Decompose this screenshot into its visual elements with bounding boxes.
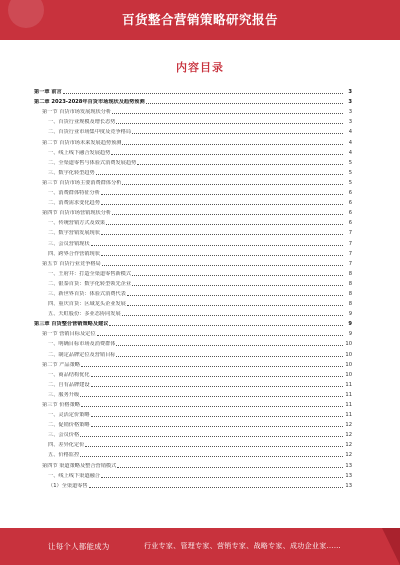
toc-entry[interactable]	[34, 469, 352, 479]
toc-entry-title: 二、消费需求变化趋势	[48, 200, 100, 207]
toc-entry-page: 11	[345, 381, 352, 388]
footer-corner-decoration	[382, 528, 400, 565]
toc-entry[interactable]	[34, 479, 352, 489]
toc-entry[interactable]	[34, 408, 352, 418]
toc-entry-page: 6	[348, 200, 352, 207]
toc-entry[interactable]	[34, 327, 352, 337]
toc-entry[interactable]	[34, 156, 352, 166]
toc-entry-title: 三、会员营销现状	[48, 240, 90, 247]
toc-leader-dots	[116, 345, 343, 346]
toc-entry-page: 6	[348, 220, 352, 227]
toc-entry-title: 第一节 营销目标及定位	[42, 331, 96, 338]
toc-entry-page: 8	[348, 290, 352, 297]
toc-entry-title: 二、百货行业市场集中度及竞争格局	[48, 129, 132, 136]
toc-leader-dots	[132, 275, 343, 276]
toc-entry-title: 一、王府井：打造全渠道零售新模式	[48, 270, 132, 277]
toc-entry[interactable]	[34, 85, 352, 95]
toc-entry-page: 12	[345, 442, 352, 449]
toc-entry-title: 四、重庆百货：区域龙头企业发展	[48, 301, 126, 308]
toc-entry-title: 第二章 2023-2028年百货市场现状及趋势预测	[34, 99, 145, 106]
toc-entry-page: 9	[348, 331, 352, 338]
toc-entry-page: 3	[348, 119, 352, 126]
toc-entry-page: 8	[348, 280, 352, 287]
toc-entry-page: 3	[348, 109, 352, 116]
toc-leader-dots	[91, 416, 343, 417]
toc-entry-title: 第四节 渠道策略及整合营销模式	[42, 462, 117, 469]
toc-entry-page: 6	[348, 210, 352, 217]
toc-leader-dots	[85, 446, 343, 447]
toc-leader-dots	[101, 204, 343, 205]
toc-leader-dots	[91, 386, 343, 387]
toc-entry[interactable]	[34, 166, 352, 176]
toc-leader-dots	[91, 376, 343, 377]
toc-entry[interactable]	[34, 257, 352, 267]
table-of-contents	[34, 85, 352, 489]
toc-entry-page: 13	[345, 482, 352, 489]
toc-entry-page: 7	[348, 240, 352, 247]
toc-entry-title: 第二节 百货市场未来发展趋势预测	[42, 139, 122, 146]
toc-entry[interactable]	[34, 226, 352, 236]
toc-entry-title: 四、差异化定价	[48, 442, 85, 449]
toc-entry-page: 3	[348, 89, 352, 96]
toc-leader-dots	[116, 356, 343, 357]
toc-entry-title: 三、服务升级	[48, 391, 80, 398]
toc-entry-page: 11	[345, 402, 352, 408]
toc-entry-title: 二、制定品牌定位及营销目标	[48, 351, 116, 358]
toc-leader-dots	[80, 456, 343, 457]
toc-entry-page: 13	[345, 472, 352, 479]
toc-leader-dots	[101, 255, 343, 256]
footer-slogan-right: 行业专家、管理专家、营销专家、战略专家、成功企业家……	[144, 542, 342, 550]
toc-entry-page: 4	[348, 149, 352, 156]
toc-entry-page: 5	[348, 159, 352, 166]
toc-entry-title: 一、线上线下渠道融合	[48, 472, 100, 479]
toc-entry[interactable]	[34, 418, 352, 428]
toc-leader-dots	[101, 477, 343, 478]
toc-leader-dots	[111, 154, 343, 155]
toc-entry-page: 12	[345, 432, 352, 439]
toc-entry-title: 一、线上线下融合发展趋势	[48, 149, 111, 156]
toc-leader-dots	[89, 487, 343, 488]
toc-entry-page: 10	[345, 361, 352, 368]
toc-entry-title: 一、商品结构优化	[48, 371, 90, 378]
toc-entry-title: 二、数字营销发展现状	[48, 230, 100, 237]
toc-entry[interactable]	[34, 176, 352, 186]
toc-entry-title: 一、传统营销方式及效果	[48, 220, 106, 227]
toc-entry-title: 二、银泰百货：数字化转型领先企业	[48, 280, 132, 287]
toc-entry[interactable]	[34, 277, 352, 287]
toc-entry-title: 三、新世界百货：体验式消费代表	[48, 290, 126, 297]
toc-leader-dots	[81, 366, 343, 367]
toc-entry-title: 一、百货行业规模及增长态势	[48, 119, 116, 126]
toc-entry-title: 第一节 百货市场发展现状分析	[42, 109, 112, 116]
toc-entry[interactable]	[34, 458, 352, 468]
toc-entry[interactable]	[34, 105, 352, 115]
toc-entry-title: 第三节 百货市场主要消费群体分析	[42, 179, 122, 186]
toc-entry[interactable]	[34, 115, 352, 125]
toc-entry-page: 10	[345, 371, 352, 378]
toc-entry-page: 7	[348, 260, 352, 267]
toc-entry-title: 四、跨界合作营销现状	[48, 250, 100, 257]
toc-leader-dots	[109, 325, 343, 326]
toc-entry[interactable]	[34, 398, 352, 408]
toc-entry-title: 二、自有品牌建设	[48, 381, 90, 388]
toc-entry-page: 6	[348, 190, 352, 197]
toc-entry-title: 一、灵活定价策略	[48, 412, 90, 419]
toc-entry-page: 5	[348, 169, 352, 176]
toc-entry[interactable]	[34, 135, 352, 145]
toc-entry-title: 第四节 百货市场营销现状分析	[42, 210, 112, 217]
toc-entry-title: 第一章 前言	[34, 89, 62, 96]
toc-leader-dots	[127, 295, 343, 296]
toc-entry-page: 4	[348, 139, 352, 146]
toc-leader-dots	[112, 214, 343, 215]
toc-leader-dots	[122, 184, 343, 185]
toc-leader-dots	[122, 144, 343, 145]
toc-title: 内容目录	[176, 61, 224, 74]
toc-leader-dots	[80, 436, 343, 437]
toc-entry-page: 7	[348, 230, 352, 237]
toc-leader-dots	[106, 224, 343, 225]
toc-entry[interactable]	[34, 146, 352, 156]
toc-leader-dots	[146, 103, 343, 104]
toc-leader-dots	[122, 315, 343, 316]
toc-leader-dots	[116, 123, 343, 124]
toc-leader-dots	[96, 174, 343, 175]
toc-entry-title: 一、消费群体特征分析	[48, 190, 100, 197]
toc-leader-dots	[97, 335, 343, 336]
toc-leader-dots	[80, 396, 343, 397]
toc-entry-page: 7	[348, 250, 352, 257]
toc-entry[interactable]	[34, 247, 352, 257]
toc-leader-dots	[127, 305, 343, 306]
toc-entry-title: 三、数字化转型趋势	[48, 169, 95, 176]
toc-entry-title: 二、促销价格策略	[48, 422, 90, 429]
toc-entry-page: 10	[345, 351, 352, 358]
toc-entry-page: 3	[348, 99, 352, 106]
toc-entry[interactable]	[34, 206, 352, 216]
toc-entry-page: 13	[345, 462, 352, 469]
toc-entry[interactable]	[34, 267, 352, 277]
toc-leader-dots	[102, 265, 343, 266]
toc-leader-dots	[91, 245, 343, 246]
toc-entry-title: 五、价格监控	[48, 452, 80, 459]
toc-entry[interactable]	[34, 95, 352, 105]
toc-entry-page: 9	[348, 321, 352, 328]
toc-entry[interactable]	[34, 196, 352, 206]
toc-entry-title: 第三章 百货整合营销策略及建议	[34, 321, 109, 328]
toc-entry-page: 4	[348, 129, 352, 136]
toc-entry-page: 11	[345, 412, 352, 419]
toc-entry[interactable]	[34, 186, 352, 196]
toc-entry-title: 第三节 价格策略	[42, 402, 80, 408]
toc-entry-title: 五、天虹股份：多业态协同发展	[48, 311, 121, 318]
toc-entry[interactable]	[34, 297, 352, 307]
toc-entry[interactable]	[34, 448, 352, 458]
toc-entry[interactable]	[34, 216, 352, 226]
toc-entry[interactable]	[34, 287, 352, 297]
toc-entry[interactable]	[34, 337, 352, 347]
toc-entry[interactable]	[34, 347, 352, 357]
toc-entry-title: 二、全渠道零售与体验式消费发展趋势	[48, 159, 137, 166]
toc-entry-page: 10	[345, 341, 352, 348]
toc-leader-dots	[91, 426, 343, 427]
toc-entry-title: 第五节 百货行业竞争格局	[42, 260, 101, 267]
toc-entry-title: 第二节 产品策略	[42, 361, 80, 368]
toc-entry[interactable]	[34, 378, 352, 388]
toc-leader-dots	[132, 133, 343, 134]
toc-leader-dots	[63, 93, 343, 94]
toc-entry[interactable]	[34, 358, 352, 368]
page-header	[0, 0, 400, 40]
toc-entry-page: 8	[348, 301, 352, 308]
document-title: 百货整合营销策略研究报告	[121, 12, 278, 27]
toc-entry-title: 一、明确目标市场及消费群体	[48, 341, 116, 348]
toc-entry-title: （1）全渠道零售	[48, 482, 88, 489]
toc-entry[interactable]	[34, 236, 352, 246]
toc-entry-page: 9	[348, 311, 352, 318]
toc-entry-page: 8	[348, 270, 352, 277]
toc-entry[interactable]	[34, 388, 352, 398]
toc-entry-page: 5	[348, 179, 352, 186]
toc-entry-title: 三、会员价格	[48, 432, 80, 439]
toc-entry-page: 12	[345, 422, 352, 429]
toc-entry[interactable]	[34, 368, 352, 378]
toc-leader-dots	[81, 406, 343, 407]
toc-entry[interactable]	[34, 438, 352, 448]
toc-entry-page: 12	[345, 452, 352, 459]
toc-entry[interactable]	[34, 125, 352, 135]
page-footer	[0, 528, 400, 565]
footer-slogan-left: 让每个人都能成为	[48, 542, 110, 551]
toc-leader-dots	[117, 467, 343, 468]
toc-leader-dots	[137, 164, 343, 165]
toc-entry[interactable]	[34, 307, 352, 317]
toc-entry-page: 11	[345, 391, 352, 398]
toc-leader-dots	[101, 194, 343, 195]
toc-entry[interactable]	[34, 428, 352, 438]
toc-leader-dots	[112, 113, 343, 114]
toc-leader-dots	[132, 285, 343, 286]
toc-leader-dots	[101, 234, 343, 235]
toc-entry[interactable]	[34, 317, 352, 327]
